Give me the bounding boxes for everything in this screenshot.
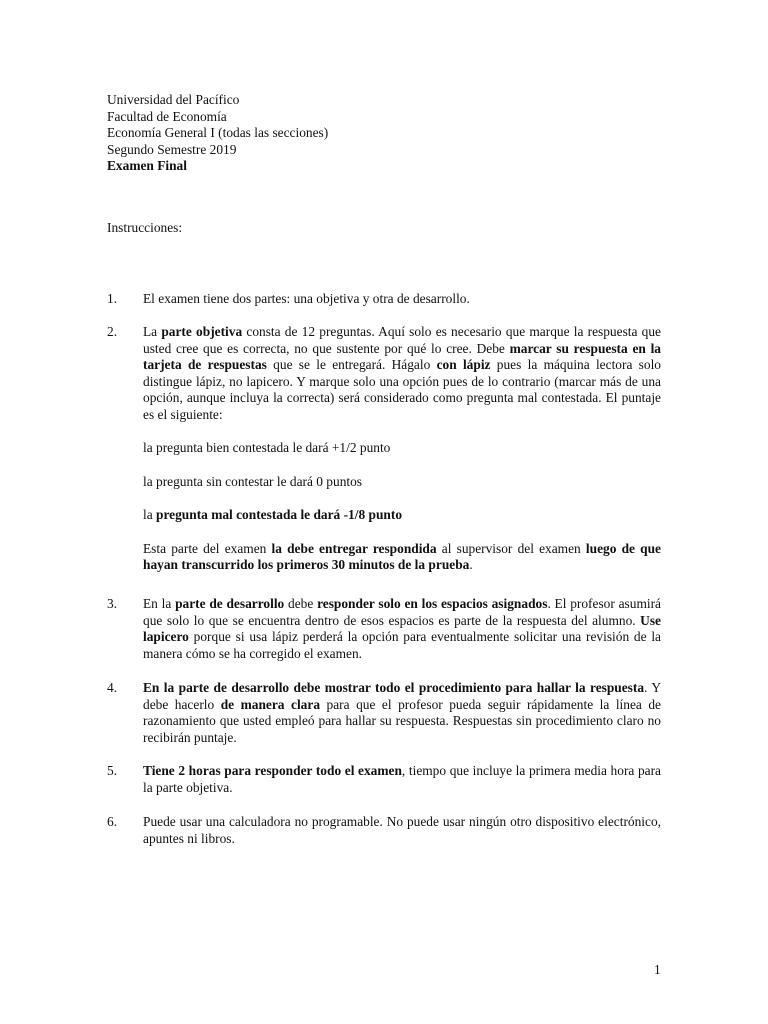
item-text	[143, 324, 661, 423]
semester: Segundo Semestre 2019	[107, 141, 237, 157]
exam-title: Examen Final	[107, 158, 187, 173]
submission-note	[143, 541, 661, 574]
text-run: La	[143, 324, 162, 339]
faculty-name: Facultad de Economía	[107, 108, 227, 124]
text-run: Esta parte del examen	[143, 540, 272, 556]
text-run: la pregunta bien contestada le dará +1/2 punto	[143, 440, 391, 455]
page-number: 1	[654, 962, 661, 977]
item-text	[143, 596, 661, 662]
bold-text-run: Tiene 2 horas para responder todo el examen	[143, 763, 402, 778]
text-run: para que el profesor pueda seguir rápidamente la línea de razonamiento que usted empleó para hallar su respuesta. Respuestas sin procedimiento claro no recibirán puntaje.	[143, 696, 661, 745]
text-run: En la	[143, 596, 176, 611]
course-name: Economía General I (todas las secciones)	[107, 125, 329, 140]
bold-text-run: pregunta mal contestada le dará -1/8 punto	[156, 507, 403, 522]
bold-text-run: de manera clara	[220, 696, 321, 712]
item-number: 6.	[107, 814, 118, 829]
text-run: debe	[284, 596, 318, 611]
text-run: que se le entregará. Hágalo	[266, 357, 437, 372]
university-name: Universidad del Pacífico	[107, 92, 240, 107]
instructions-heading: Instrucciones:	[107, 220, 183, 235]
bold-text-run: luego de que hayan transcurrido los primeros 30 minutos de la prueba	[143, 540, 662, 572]
scoring-rule-correct	[143, 440, 661, 457]
scoring-rule-wrong	[143, 507, 661, 524]
item-text	[143, 680, 661, 746]
bold-text-run: marcar su respuesta en la tarjeta de respuestas	[143, 340, 662, 372]
text-run: la pregunta sin contestar le dará 0 puntos	[143, 473, 363, 489]
text-run: consta de 12 preguntas. Aquí solo es necesario que marque la respuesta que usted cree que es correcta, no que sustente por qué lo cree. Debe	[143, 324, 661, 356]
item-number: 1.	[107, 291, 118, 306]
document-header	[107, 92, 328, 175]
scoring-rule-blank	[143, 474, 661, 491]
text-run: El examen tiene dos partes: una objetiva y otra de desarrollo.	[143, 291, 470, 306]
bold-text-run: responder solo en los espacios asignados	[317, 596, 548, 611]
text-run: porque si usa lápiz perderá la opción para eventualmente solicitar una revisión de la manera cómo se ha corregido el examen.	[143, 629, 661, 661]
bold-text-run: parte de desarrollo	[175, 596, 285, 611]
bold-text-run: la debe entregar respondida	[271, 540, 437, 556]
text-run: la	[143, 507, 157, 522]
item-text	[143, 763, 661, 796]
item-text	[143, 291, 661, 308]
item-text	[143, 814, 661, 847]
text-run: . Y debe hacerlo	[143, 680, 662, 712]
text-run: , tiempo que incluye la primera media hora para la parte objetiva.	[143, 763, 661, 795]
text-run: pues la máquina lectora solo distingue lápiz, no lapicero. Y marque solo una opción pues de lo contrario (marcar más de una opción, aunque incluya la correcta) será considerado como pregunta mal contestada. El puntaje es el siguiente:	[143, 357, 661, 422]
text-run: al supervisor del examen	[436, 540, 586, 556]
text-run: Puede usar una calculadora no programable. No puede usar ningún otro dispositivo electrónico, apuntes ni libros.	[143, 814, 661, 846]
bold-text-run: con lápiz	[436, 357, 491, 372]
text-run: . El profesor asumirá que solo lo que se encuentra dentro de esos espacios es parte de la respuesta del alumno.	[143, 596, 661, 628]
item-text-block	[143, 324, 661, 574]
bold-text-run: En la parte de desarrollo debe mostrar todo el procedimiento para hallar la respuesta	[143, 680, 645, 695]
bold-text-run: Use lapicero	[143, 612, 661, 644]
bold-text-run: parte objetiva	[161, 324, 243, 339]
item-number: 2.	[107, 324, 118, 339]
item-number: 5.	[107, 763, 118, 778]
text-run: .	[469, 557, 473, 572]
item-number: 3.	[107, 596, 118, 611]
item-number: 4.	[107, 680, 118, 695]
